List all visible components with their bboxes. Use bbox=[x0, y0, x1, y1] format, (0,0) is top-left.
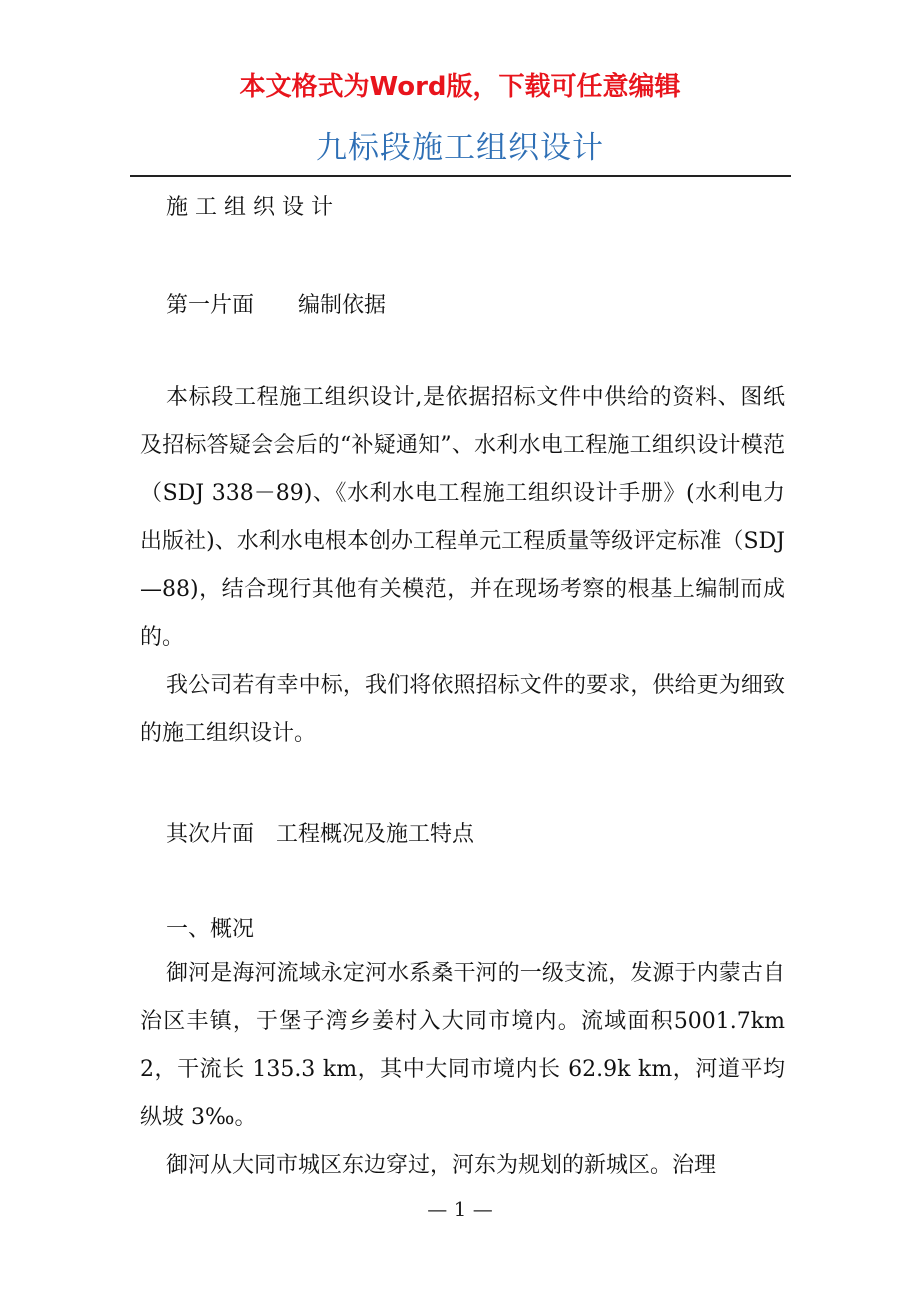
section-title: 施 工 组 织 设 计 bbox=[166, 195, 333, 220]
subsection-heading: 一、概况 bbox=[166, 917, 255, 942]
paragraph: 御河从大同市城区东边穿过，河东为规划的新城区。治理 bbox=[166, 1153, 717, 1178]
paragraph: 御河是海河流域永定河水系桑干河的一级支流，发源于内蒙古自治区丰镇，于堡子湾乡姜村入大同市境内。流域面积5001.7km2，干流长 135.3 km，其中大同市境内长 62.9k km，河道平均纵坡 3‰。 bbox=[140, 961, 785, 1130]
part1-body bbox=[140, 374, 785, 758]
editable-format-banner: 本文格式为Word版，下载可任意编辑 bbox=[239, 72, 681, 102]
title-divider bbox=[130, 175, 791, 177]
part2-heading: 其次片面 工程概况及施工特点 bbox=[166, 822, 475, 847]
paragraph: 本标段工程施工组织设计,是依据招标文件中供给的资料、图纸及招标答疑会会后的“补疑通知”、水利水电工程施工组织设计模范（SDJ 338－89)、《水利水电工程施工组织设计手册》(水利电力出版社)、水利水电根本创办工程单元工程质量等级评定标准（SDJ—88)，结合现行其他有关模范，并在现场考察的根基上编制而成的。 bbox=[140, 385, 785, 650]
part1-heading: 第一片面 编制依据 bbox=[166, 293, 387, 318]
page-number: — 1 — bbox=[427, 1197, 493, 1221]
paragraph: 我公司若有幸中标，我们将依照招标文件的要求，供给更为细致的施工组织设计。 bbox=[140, 673, 785, 746]
document-title: 九标段施工组织设计 bbox=[316, 130, 604, 166]
part2-body bbox=[140, 950, 785, 1190]
